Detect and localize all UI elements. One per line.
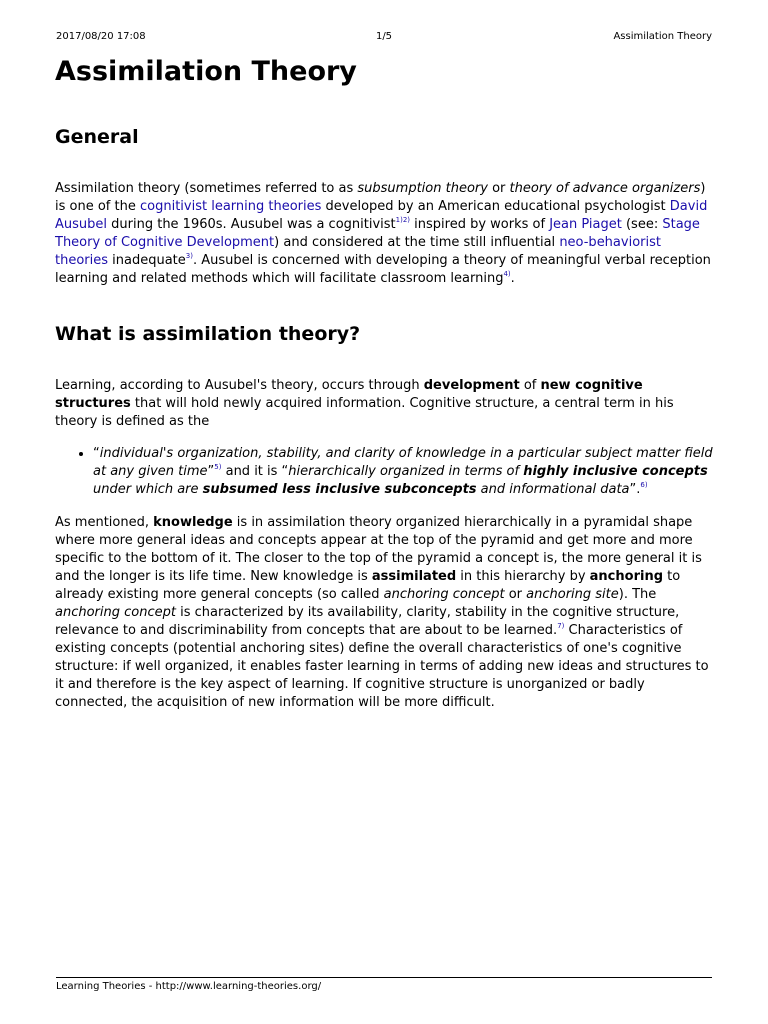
section-heading-what-is: What is assimilation theory?	[55, 323, 361, 345]
paragraph-as-mentioned: As mentioned, knowledge is in assimilation theory organized hierarchically in a pyramidal shape where more general ideas and concepts appear at the top of the pyramid and get more and more specific to the bottom of it. The closer to the top of the pyramid a concept is, the more general it is and the longer is its life time. New knowledge is assimilated in this hierarchy by anchoring to already existing more general concepts (so called anchoring concept or anchoring site). The anchoring concept is characterized by its availability, clarity, stability in the cognitive structure, relevance to and discriminability from concepts that are about to be learned.$^{7)}$ Characteristics of existing concepts (potential anchoring sites) define the overall characteristics of one's cognitive structure: if well organized, it enables faster learning in terms of adding new ideas and structures to it and therefore is the key aspect of learning. If cognitive structure is unorganized or badly connected, the acquisition of new information will be more difficult.	[55, 515, 709, 710]
list-item: • “individual's organization, stability, and clarity of knowledge in a particular subject matter field at any given time”$^{5)}$ and it is “hierarchically organized in terms of highly inclusive concepts under which are subsumed less inclusive subconcepts and informational data”.$^{6)}$	[93, 445, 715, 499]
footnote-ref-4[interactable]: 4)	[503, 270, 511, 278]
link-neo-behaviorist-theories[interactable]: neo-behaviorist theories	[55, 235, 661, 268]
footer-divider	[56, 977, 712, 978]
print-datetime: 2017/08/20 17:08	[56, 31, 146, 42]
paragraph-general: Assimilation theory (sometimes referred to as subsumption theory or theory of advance organizers) is one of the cognitivist learning theories developed by an American educational psychologist David Ausubel during the 1960s. Ausubel was a cognitivist$^{1)2)}$ inspired by works of Jean Piaget (see: Stage Theory of Cognitive Development) and considered at the time still influential neo-behaviorist theories inadequate$^{3)}$. Ausubel is concerned with developing a theory of meaningful verbal reception learning and related methods which will facilitate classroom learning$^{4)}$.	[55, 181, 711, 286]
page-number: 1/5	[375, 31, 393, 42]
page-footer: Learning Theories - http://www.learning-theories.org/	[56, 981, 322, 992]
footnote-ref-6[interactable]: 6)	[640, 481, 648, 489]
link-stage-theory[interactable]: Stage Theory of Cognitive Development	[55, 217, 700, 250]
page-title: Assimilation Theory	[55, 56, 357, 87]
link-jean-piaget[interactable]: Jean Piaget	[549, 217, 622, 232]
link-david-ausubel[interactable]: David Ausubel	[55, 199, 708, 232]
footnote-ref-7[interactable]: 7)	[557, 622, 565, 630]
page-header	[56, 31, 712, 45]
section-heading-general: General	[55, 126, 139, 148]
footnote-ref-3[interactable]: 3)	[185, 252, 193, 260]
header-doc-title: Assimilation Theory	[613, 31, 712, 42]
footnote-ref-1-2[interactable]: 1)2)	[395, 216, 411, 224]
document-body	[55, 54, 715, 712]
footnote-ref-5[interactable]: 5)	[214, 463, 222, 471]
paragraph-learning: Learning, according to Ausubel's theory, occurs through development of new cognitive structures that will hold newly acquired information. Cognitive structure, a central term in his theory is defined as the	[55, 378, 674, 429]
definition-list	[55, 445, 715, 499]
link-cognitivist-learning-theories[interactable]: cognitivist learning theories	[139, 199, 322, 214]
